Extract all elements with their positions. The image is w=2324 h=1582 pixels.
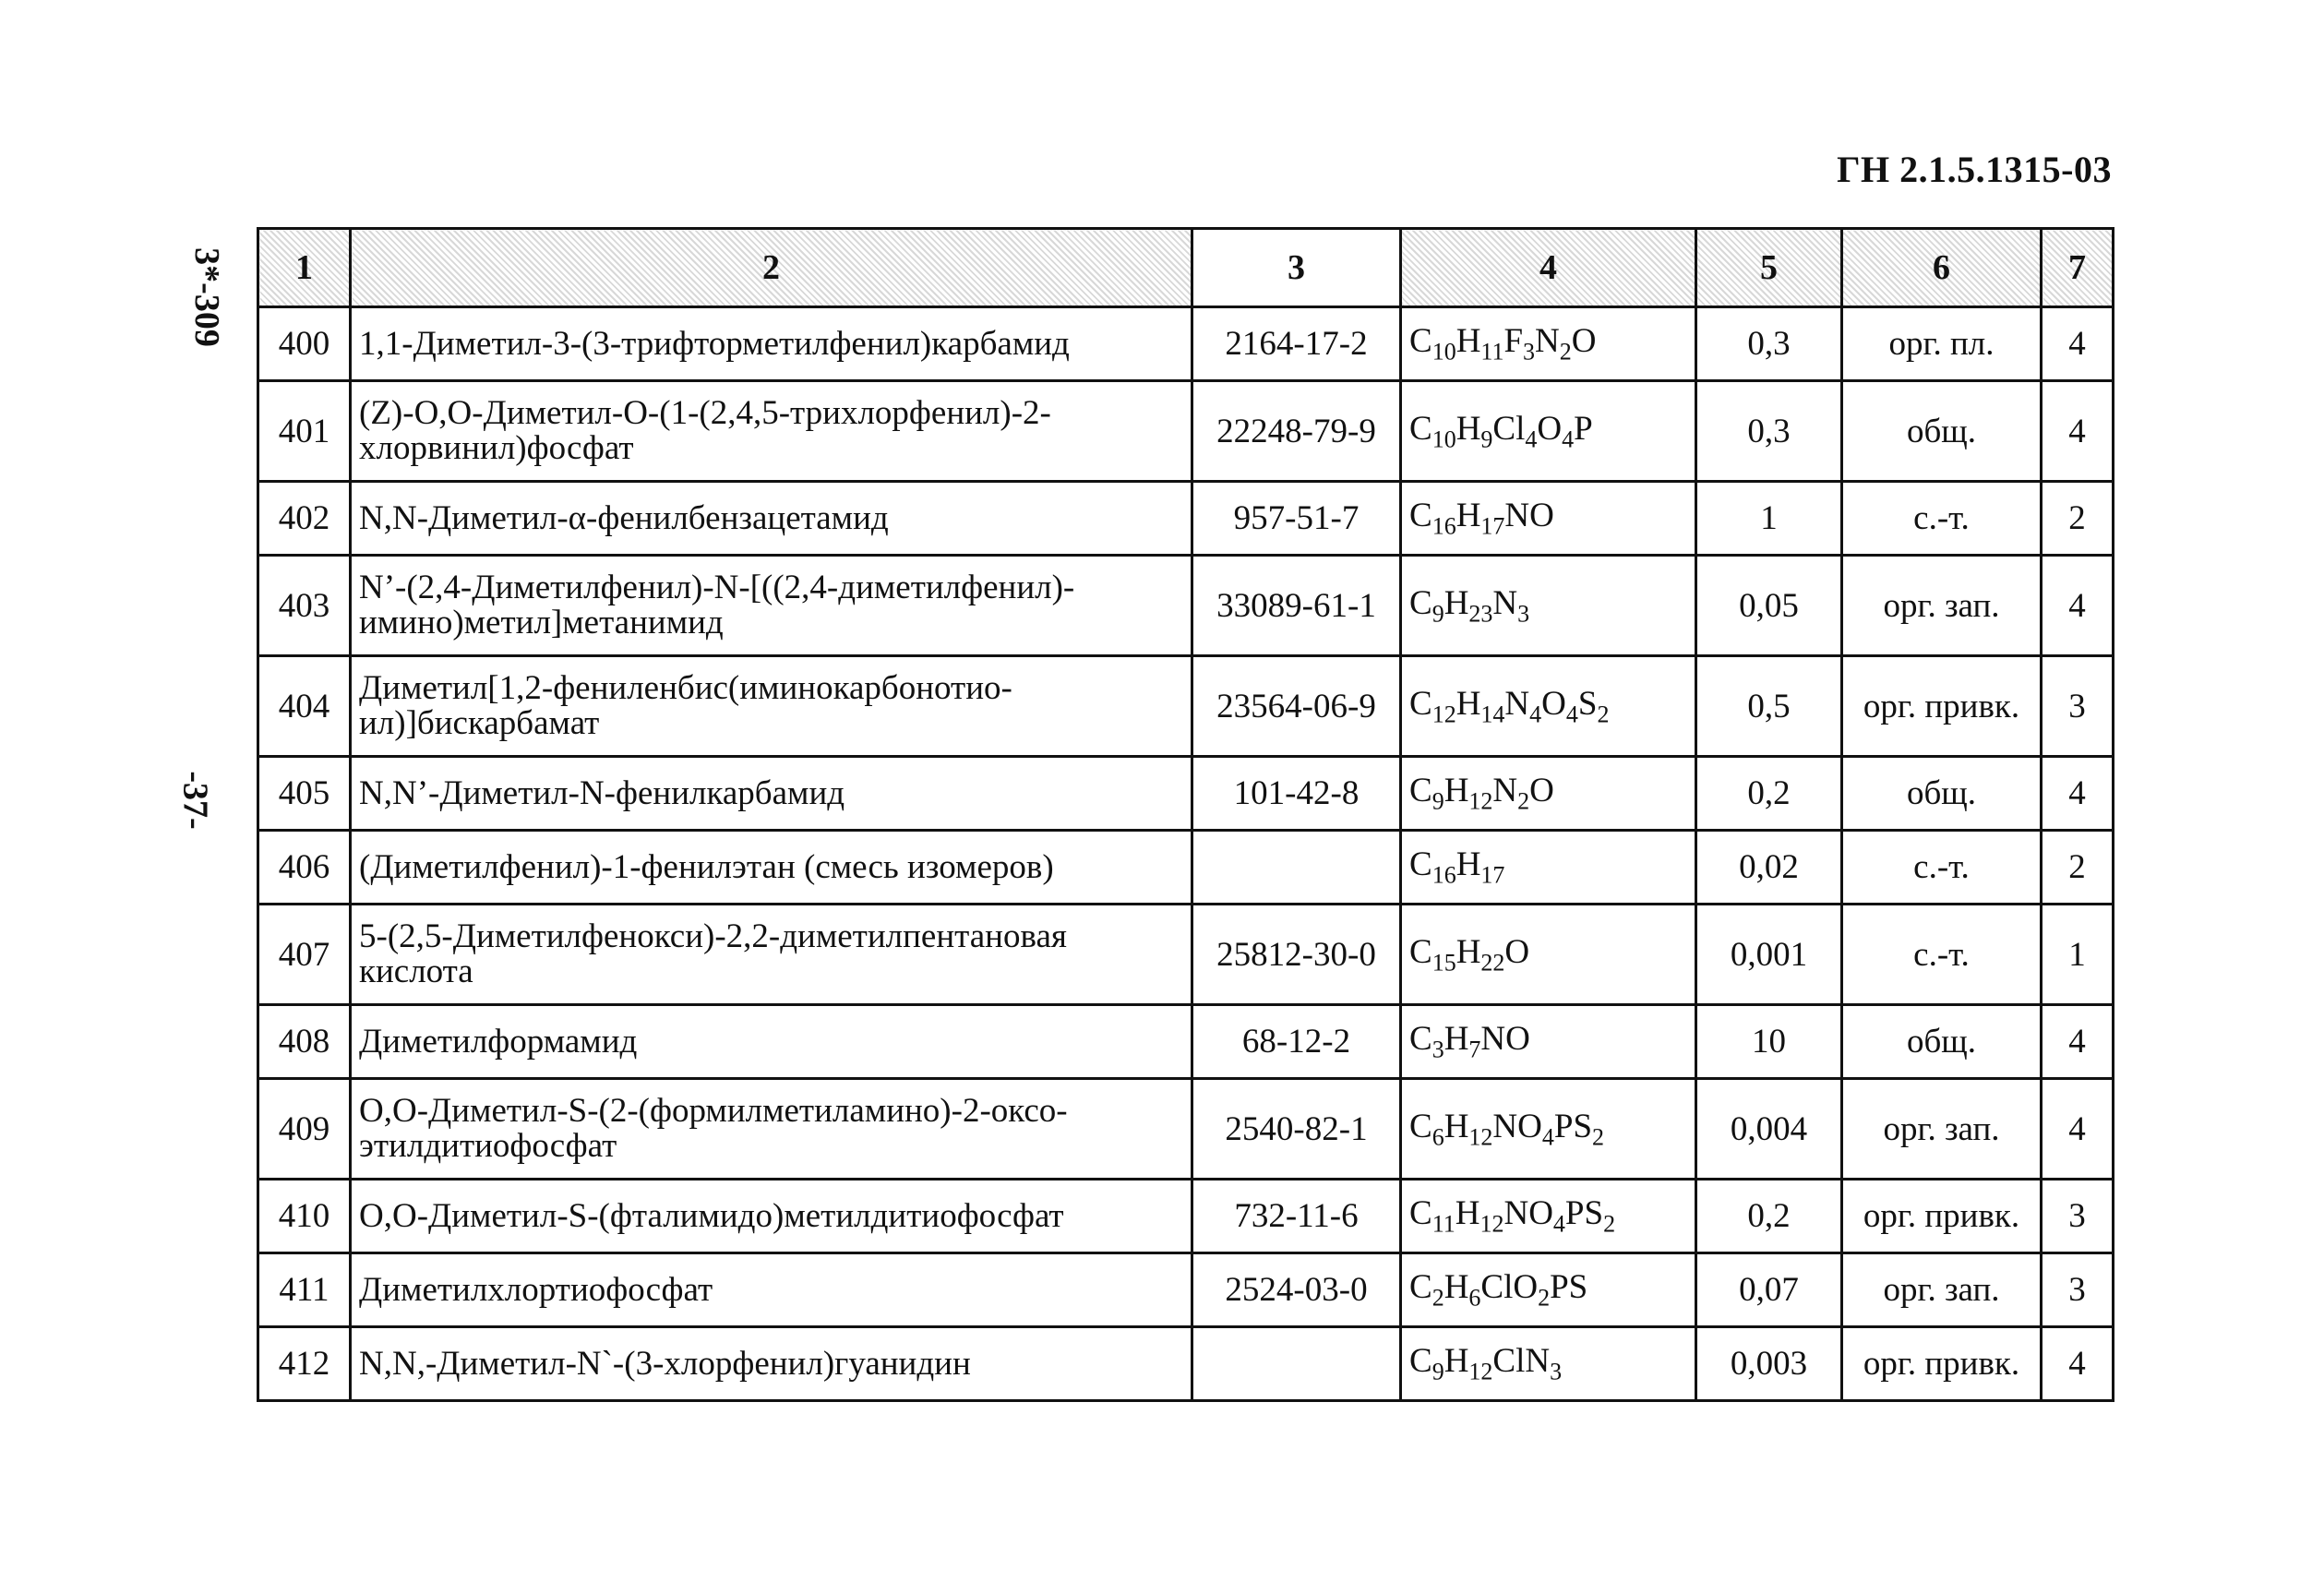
hazard-indicator: орг. зап. xyxy=(1842,1253,2042,1327)
hazard-class: 2 xyxy=(2042,831,2114,905)
column-header: 6 xyxy=(1842,229,2042,307)
row-number: 411 xyxy=(258,1253,351,1327)
column-header: 5 xyxy=(1696,229,1842,307)
hazard-indicator: с.-т. xyxy=(1842,482,2042,556)
hazard-class: 4 xyxy=(2042,556,2114,656)
substance-name: Диметил[1,2-фениленбис(иминокарбонотио-ил)]бискарбамат xyxy=(351,656,1192,757)
cas-number: 68-12-2 xyxy=(1192,1005,1401,1079)
substance-name: (Диметилфенил)-1-фенилэтан (смесь изомеров) xyxy=(351,831,1192,905)
cas-number: 2164-17-2 xyxy=(1192,307,1401,381)
hazard-class: 4 xyxy=(2042,381,2114,482)
substance-name: N,N,-Диметил-N`-(3-хлорфенил)гуанидин xyxy=(351,1327,1192,1401)
hazard-indicator: с.-т. xyxy=(1842,905,2042,1005)
limit-value: 0,05 xyxy=(1696,556,1842,656)
substance-name: 1,1-Диметил-3-(3-трифторметилфенил)карбамид xyxy=(351,307,1192,381)
row-number: 401 xyxy=(258,381,351,482)
hazard-indicator: общ. xyxy=(1842,1005,2042,1079)
limit-value: 1 xyxy=(1696,482,1842,556)
document-code: ГН 2.1.5.1315-03 xyxy=(1837,149,2112,190)
row-number: 407 xyxy=(258,905,351,1005)
table-row xyxy=(258,556,2114,656)
table-body xyxy=(258,307,2114,1401)
substance-name: Диметилхлортиофосфат xyxy=(351,1253,1192,1327)
hazard-class: 1 xyxy=(2042,905,2114,1005)
hazard-class: 3 xyxy=(2042,1253,2114,1327)
hazard-class: 4 xyxy=(2042,1005,2114,1079)
cas-number: 732-11-6 xyxy=(1192,1180,1401,1253)
substance-name: N,N’-Диметил-N-фенилкарбамид xyxy=(351,757,1192,831)
hazard-indicator: орг. привк. xyxy=(1842,1180,2042,1253)
column-header: 2 xyxy=(351,229,1192,307)
table-row xyxy=(258,1253,2114,1327)
table-row xyxy=(258,1079,2114,1180)
chemical-formula: $C_9H_{12}ClN_3$ xyxy=(1401,1327,1696,1401)
row-number: 408 xyxy=(258,1005,351,1079)
limit-value: 0,004 xyxy=(1696,1079,1842,1180)
cas-number: 33089-61-1 xyxy=(1192,556,1401,656)
table-row xyxy=(258,757,2114,831)
substance-name: O,O-Диметил-S-(2-(формилметиламино)-2-оксо-этилдитиофосфат xyxy=(351,1079,1192,1180)
row-number: 402 xyxy=(258,482,351,556)
column-header: 7 xyxy=(2042,229,2114,307)
chemical-formula: $C_2H_6ClO_2PS$ xyxy=(1401,1253,1696,1327)
table-row xyxy=(258,307,2114,381)
cas-number: 101-42-8 xyxy=(1192,757,1401,831)
table-row xyxy=(258,905,2114,1005)
table-row xyxy=(258,831,2114,905)
substance-name: N,N-Диметил-α-фенилбензацетамид xyxy=(351,482,1192,556)
row-number: 412 xyxy=(258,1327,351,1401)
chemical-formula: $C_{12}H_{14}N_4O_4S_2$ xyxy=(1401,656,1696,757)
limit-value: 0,5 xyxy=(1696,656,1842,757)
cas-number xyxy=(1192,831,1401,905)
margin-top-label: 3*-309 xyxy=(186,247,226,347)
hazard-class: 2 xyxy=(2042,482,2114,556)
substance-name: N’-(2,4-Диметилфенил)-N-[((2,4-диметилфенил)-имино)метил]метанимид xyxy=(351,556,1192,656)
column-header: 1 xyxy=(258,229,351,307)
cas-number: 2524-03-0 xyxy=(1192,1253,1401,1327)
cas-number: 23564-06-9 xyxy=(1192,656,1401,757)
substance-name: 5-(2,5-Диметилфенокси)-2,2-диметилпентановая кислота xyxy=(351,905,1192,1005)
table-row xyxy=(258,656,2114,757)
hazard-indicator: общ. xyxy=(1842,757,2042,831)
cas-number: 2540-82-1 xyxy=(1192,1079,1401,1180)
table-row xyxy=(258,1180,2114,1253)
limit-value: 0,3 xyxy=(1696,381,1842,482)
column-header: 3 xyxy=(1192,229,1401,307)
limit-value: 0,07 xyxy=(1696,1253,1842,1327)
chemical-formula: $C_{10}H_{11}F_3N_2O$ xyxy=(1401,307,1696,381)
hazard-class: 4 xyxy=(2042,1079,2114,1180)
chemical-formula: $C_{16}H_{17}NO$ xyxy=(1401,482,1696,556)
limit-value: 0,2 xyxy=(1696,757,1842,831)
hazard-indicator: орг. привк. xyxy=(1842,1327,2042,1401)
chemical-formula: $C_9H_{23}N_3$ xyxy=(1401,556,1696,656)
substance-name: O,O-Диметил-S-(фталимидо)метилдитиофосфат xyxy=(351,1180,1192,1253)
chemical-formula: $C_3H_7NO$ xyxy=(1401,1005,1696,1079)
chemical-formula: $C_{10}H_9Cl_4O_4P$ xyxy=(1401,381,1696,482)
row-number: 410 xyxy=(258,1180,351,1253)
hazard-class: 4 xyxy=(2042,1327,2114,1401)
row-number: 404 xyxy=(258,656,351,757)
hazard-class: 4 xyxy=(2042,307,2114,381)
limit-value: 0,001 xyxy=(1696,905,1842,1005)
hazard-class: 3 xyxy=(2042,656,2114,757)
cas-number: 22248-79-9 xyxy=(1192,381,1401,482)
limit-value: 10 xyxy=(1696,1005,1842,1079)
cas-number xyxy=(1192,1327,1401,1401)
hazard-indicator: орг. привк. xyxy=(1842,656,2042,757)
cas-number: 25812-30-0 xyxy=(1192,905,1401,1005)
table-row xyxy=(258,1327,2114,1401)
hazard-indicator: орг. зап. xyxy=(1842,1079,2042,1180)
chemical-formula: $C_9H_{12}N_2O$ xyxy=(1401,757,1696,831)
hazard-indicator: орг. пл. xyxy=(1842,307,2042,381)
cas-number: 957-51-7 xyxy=(1192,482,1401,556)
table-row xyxy=(258,381,2114,482)
chemical-formula: $C_{11}H_{12}NO_4PS_2$ xyxy=(1401,1180,1696,1253)
hazard-indicator: общ. xyxy=(1842,381,2042,482)
chemical-formula: $C_{16}H_{17}$ xyxy=(1401,831,1696,905)
chemical-formula: $C_6H_{12}NO_4PS_2$ xyxy=(1401,1079,1696,1180)
row-number: 403 xyxy=(258,556,351,656)
substance-name: (Z)-O,O-Диметил-O-(1-(2,4,5-трихлорфенил)-2-хлорвинил)фосфат xyxy=(351,381,1192,482)
limit-value: 0,02 xyxy=(1696,831,1842,905)
row-number: 405 xyxy=(258,757,351,831)
hazard-indicator: с.-т. xyxy=(1842,831,2042,905)
table-row xyxy=(258,482,2114,556)
table-header-row xyxy=(258,229,2114,307)
row-number: 406 xyxy=(258,831,351,905)
row-number: 409 xyxy=(258,1079,351,1180)
hazard-indicator: орг. зап. xyxy=(1842,556,2042,656)
limit-value: 0,003 xyxy=(1696,1327,1842,1401)
table-row xyxy=(258,1005,2114,1079)
hazard-class: 3 xyxy=(2042,1180,2114,1253)
page-number: -37- xyxy=(175,771,215,830)
limit-value: 0,3 xyxy=(1696,307,1842,381)
substance-name: Диметилформамид xyxy=(351,1005,1192,1079)
limit-value: 0,2 xyxy=(1696,1180,1842,1253)
substances-table xyxy=(257,227,2114,1402)
hazard-class: 4 xyxy=(2042,757,2114,831)
column-header: 4 xyxy=(1401,229,1696,307)
row-number: 400 xyxy=(258,307,351,381)
chemical-formula: $C_{15}H_{22}O$ xyxy=(1401,905,1696,1005)
